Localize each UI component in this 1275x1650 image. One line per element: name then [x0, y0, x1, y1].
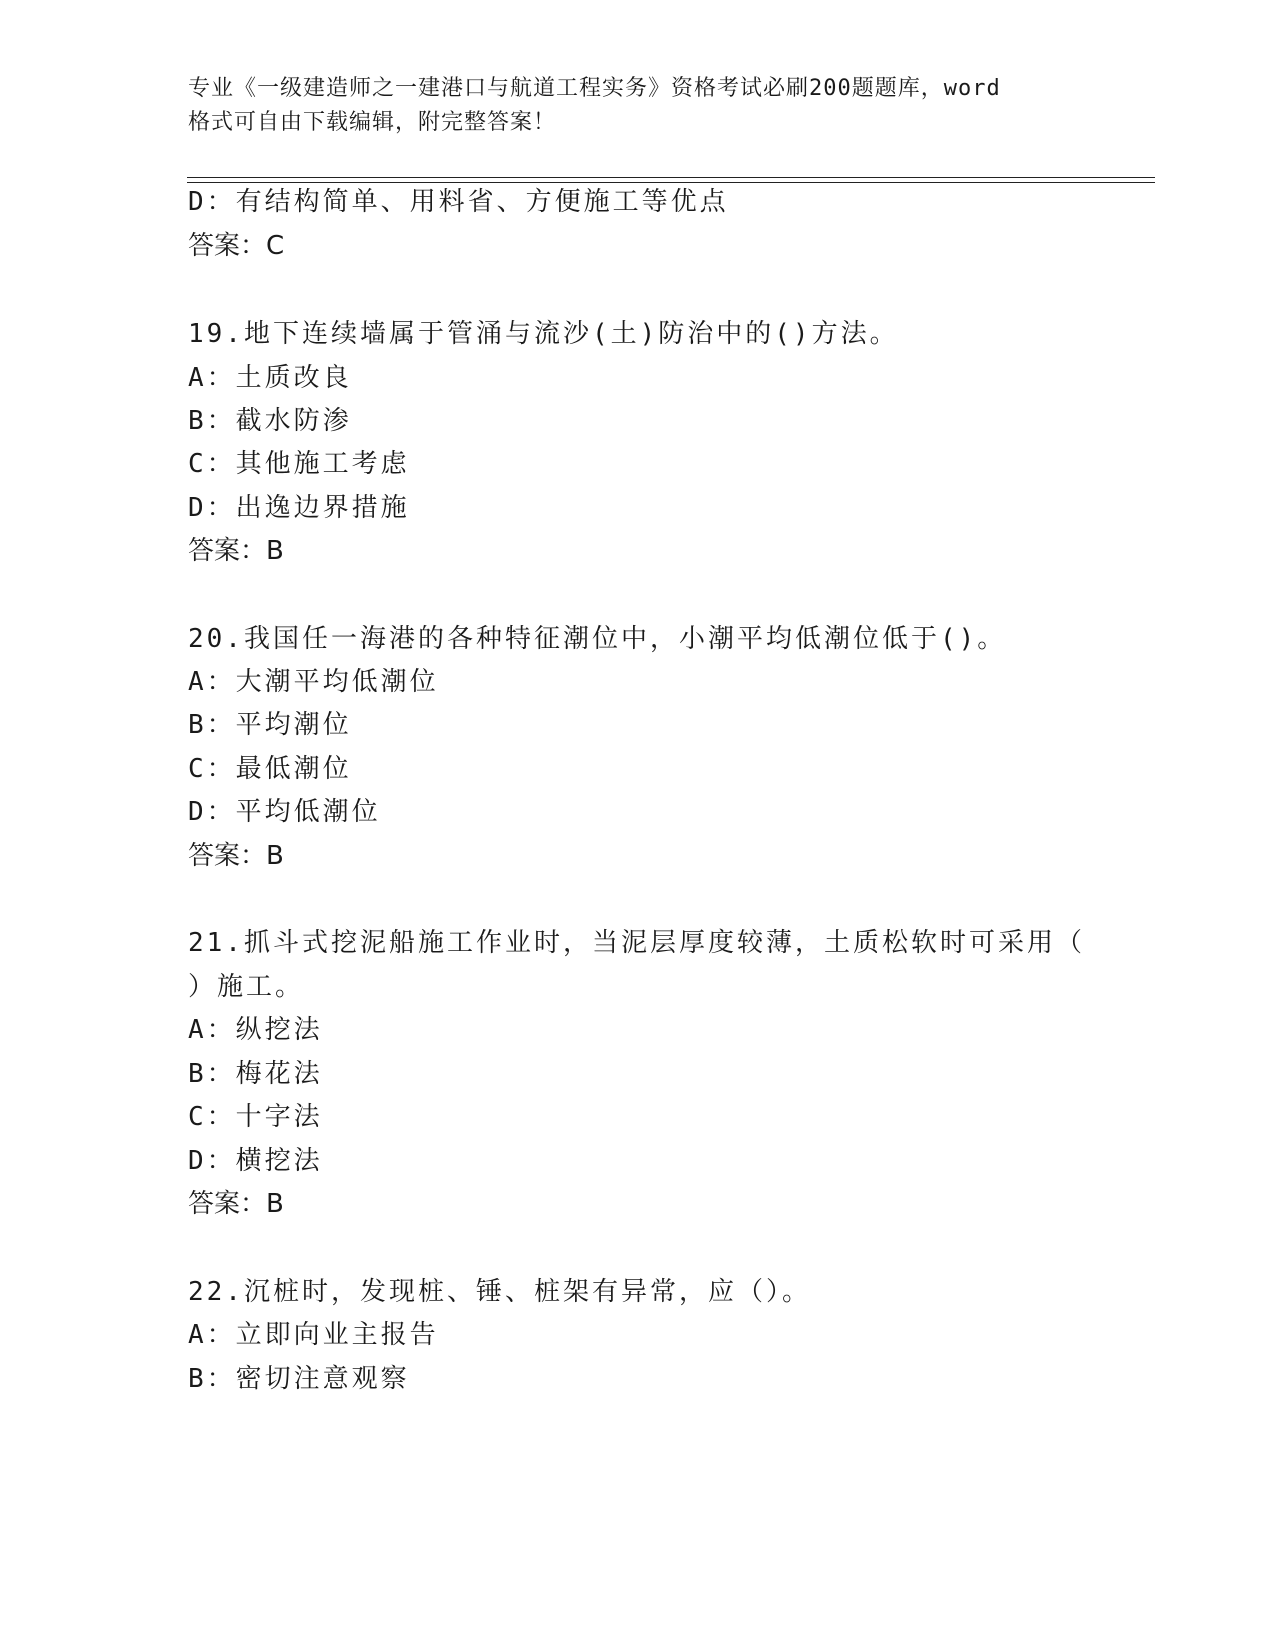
- document-header: [188, 72, 1088, 140]
- question-21-option-b: B：梅花法: [188, 1059, 323, 1089]
- question-21-option-a: A：纵挖法: [188, 1015, 323, 1045]
- question-21-answer: 答案：B: [188, 1189, 284, 1219]
- question-19-option-d: D：出逸边界措施: [188, 493, 410, 523]
- header-title-line-2: 格式可自由下载编辑，附完整答案！: [188, 110, 557, 135]
- question-22-stem: 22.沉桩时，发现桩、锤、桩架有异常，应（）。: [188, 1277, 811, 1307]
- header-divider-top: [187, 177, 1155, 178]
- question-21-stem-line-1: 21.抓斗式挖泥船施工作业时，当泥层厚度较薄，土质松软时可采用（: [188, 928, 1085, 958]
- header-title-line-1: 专业《一级建造师之一建港口与航道工程实务》资格考试必刷200题题库，word: [188, 76, 1001, 101]
- header-divider-bottom: [187, 182, 1155, 183]
- question-20-option-d: D：平均低潮位: [188, 797, 381, 827]
- question-20-option-b: B：平均潮位: [188, 710, 352, 740]
- question-19-stem: 19.地下连续墙属于管涌与流沙(土)防治中的()方法。: [188, 319, 899, 349]
- question-20-option-c: C：最低潮位: [188, 754, 352, 784]
- question-22-option-a: A：立即向业主报告: [188, 1320, 439, 1350]
- question-21-option-c: C：十字法: [188, 1102, 323, 1132]
- question-20-option-a: A：大潮平均低潮位: [188, 667, 439, 697]
- question-19-option-c: C：其他施工考虑: [188, 449, 410, 479]
- question-19-answer: 答案：B: [188, 536, 284, 566]
- previous-answer: 答案：C: [188, 231, 285, 261]
- question-21-stem-line-2: ）施工。: [188, 972, 305, 1002]
- question-22-option-b: B：密切注意观察: [188, 1364, 410, 1394]
- question-19-option-b: B：截水防渗: [188, 406, 352, 436]
- question-20-stem: 20.我国任一海港的各种特征潮位中，小潮平均低潮位低于()。: [188, 624, 1007, 654]
- previous-option-d: D：有结构简单、用料省、方便施工等优点: [188, 187, 729, 217]
- question-20-answer: 答案：B: [188, 841, 284, 871]
- question-21-option-d: D：横挖法: [188, 1146, 323, 1176]
- question-19-option-a: A：土质改良: [188, 363, 352, 393]
